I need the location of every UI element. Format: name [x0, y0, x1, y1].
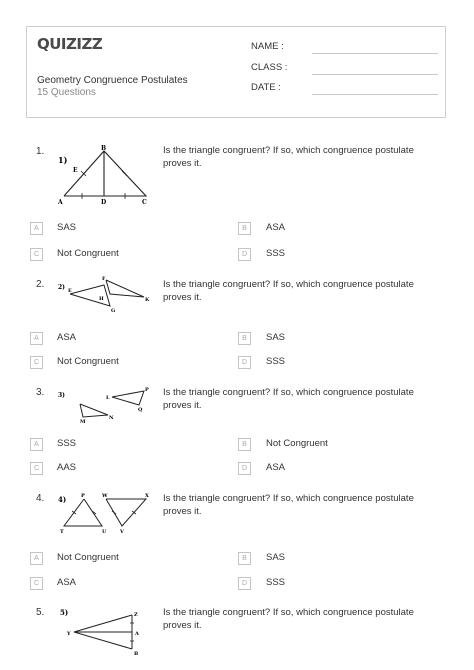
- option-b-box[interactable]: B: [238, 438, 251, 451]
- option-d-text[interactable]: ASA: [266, 462, 286, 473]
- option-c-box[interactable]: C: [30, 356, 43, 369]
- option-d-text[interactable]: SSS: [266, 356, 286, 367]
- option-c-text[interactable]: Not Congruent: [57, 356, 119, 367]
- figure-label: B: [101, 145, 107, 152]
- question-2-figure: [56, 274, 151, 314]
- figure-label: N: [109, 415, 114, 421]
- figure-label: T: [60, 529, 64, 534]
- option-a-box[interactable]: A: [30, 438, 43, 451]
- figure-label: 5): [60, 608, 69, 617]
- figure-label: K: [145, 297, 150, 303]
- figure-label: U: [102, 529, 107, 534]
- date-field[interactable]: [312, 94, 438, 95]
- option-a-box[interactable]: A: [30, 552, 43, 565]
- option-b-text[interactable]: SAS: [266, 552, 286, 563]
- option-d-text[interactable]: SSS: [266, 248, 286, 259]
- option-a-text[interactable]: SAS: [57, 222, 77, 233]
- question-count: 15 Questions: [37, 87, 96, 98]
- quizizz-logo: QUIZIZZ: [37, 35, 103, 53]
- figure-label: C: [142, 199, 147, 205]
- question-number: 5.: [36, 607, 45, 618]
- figure-label: V: [120, 529, 124, 534]
- figure-label: 2): [58, 284, 66, 291]
- option-d-box[interactable]: D: [238, 356, 251, 369]
- option-d-box[interactable]: D: [238, 577, 251, 590]
- figure-label: A: [58, 199, 63, 205]
- figure-label: P: [145, 387, 149, 393]
- figure-label: Y: [67, 631, 71, 637]
- figure-label: 1): [58, 155, 68, 165]
- option-b-box[interactable]: B: [238, 222, 251, 235]
- figure-label: X: [145, 493, 149, 499]
- question-text: Is the triangle congruent? If so, which congruence postulate proves it.: [163, 145, 414, 169]
- option-c-text[interactable]: AAS: [57, 462, 77, 473]
- worksheet-header: [26, 26, 446, 118]
- question-5-figure: [56, 604, 151, 660]
- question-number: 1.: [36, 146, 45, 157]
- figure-label: 3): [58, 392, 66, 399]
- question-number: 3.: [36, 387, 45, 398]
- figure-label: M: [80, 419, 86, 425]
- option-b-box[interactable]: B: [238, 552, 251, 565]
- option-d-text[interactable]: SSS: [266, 577, 286, 588]
- question-number: 4.: [36, 493, 45, 504]
- date-label: DATE :: [251, 82, 281, 93]
- option-a-box[interactable]: A: [30, 332, 43, 345]
- figure-label: B: [134, 651, 139, 657]
- figure-line: [74, 632, 132, 649]
- figure-label: F: [102, 276, 106, 282]
- figure-label: 4): [58, 495, 67, 504]
- figure-line: [80, 404, 108, 417]
- figure-label: E: [73, 167, 78, 174]
- figure-line: [70, 285, 110, 306]
- question-text: Is the triangle congruent? If so, which congruence postulate proves it.: [163, 279, 414, 303]
- question-text: Is the triangle congruent? If so, which congruence postulate proves it.: [163, 493, 414, 517]
- class-label: CLASS :: [251, 62, 288, 73]
- figure-label: D: [101, 199, 107, 205]
- option-b-text[interactable]: Not Congruent: [266, 438, 328, 449]
- option-d-box[interactable]: D: [238, 248, 251, 261]
- class-field[interactable]: [312, 74, 438, 75]
- question-number: 2.: [36, 279, 45, 290]
- option-c-box[interactable]: C: [30, 462, 43, 475]
- figure-line: [112, 511, 116, 514]
- figure-label: W: [102, 493, 108, 499]
- option-c-text[interactable]: ASA: [57, 577, 77, 588]
- worksheet-title: Geometry Congruence Postulates: [37, 75, 188, 86]
- question-text: Is the triangle congruent? If so, which congruence postulate proves it.: [163, 607, 414, 631]
- figure-line: [112, 391, 144, 405]
- question-4-figure: [56, 490, 151, 534]
- figure-line: [106, 280, 144, 297]
- option-b-text[interactable]: SAS: [266, 332, 286, 343]
- figure-label: A: [135, 631, 139, 637]
- option-c-text[interactable]: Not Congruent: [57, 248, 119, 259]
- name-field[interactable]: [312, 53, 438, 54]
- option-a-text[interactable]: Not Congruent: [57, 552, 119, 563]
- figure-label: G: [111, 308, 116, 314]
- name-label: NAME :: [251, 41, 284, 52]
- option-c-box[interactable]: C: [30, 577, 43, 590]
- option-b-box[interactable]: B: [238, 332, 251, 345]
- figure-label: P: [81, 493, 85, 499]
- figure-label: Z: [134, 612, 138, 618]
- option-b-text[interactable]: ASA: [266, 222, 286, 233]
- option-c-box[interactable]: C: [30, 248, 43, 261]
- figure-line: [64, 499, 102, 526]
- figure-line: [122, 171, 127, 176]
- figure-label: H: [99, 296, 104, 302]
- question-1-figure: [56, 143, 151, 205]
- option-d-box[interactable]: D: [238, 462, 251, 475]
- figure-label: Q: [138, 407, 143, 413]
- option-a-text[interactable]: ASA: [57, 332, 77, 343]
- question-3-figure: [56, 383, 151, 425]
- option-a-box[interactable]: A: [30, 222, 43, 235]
- figure-line: [106, 499, 146, 526]
- figure-label: E: [68, 288, 72, 294]
- figure-line: [74, 615, 132, 632]
- option-a-text[interactable]: SSS: [57, 438, 77, 449]
- question-text: Is the triangle congruent? If so, which congruence postulate proves it.: [163, 387, 414, 411]
- figure-label: L: [106, 395, 110, 401]
